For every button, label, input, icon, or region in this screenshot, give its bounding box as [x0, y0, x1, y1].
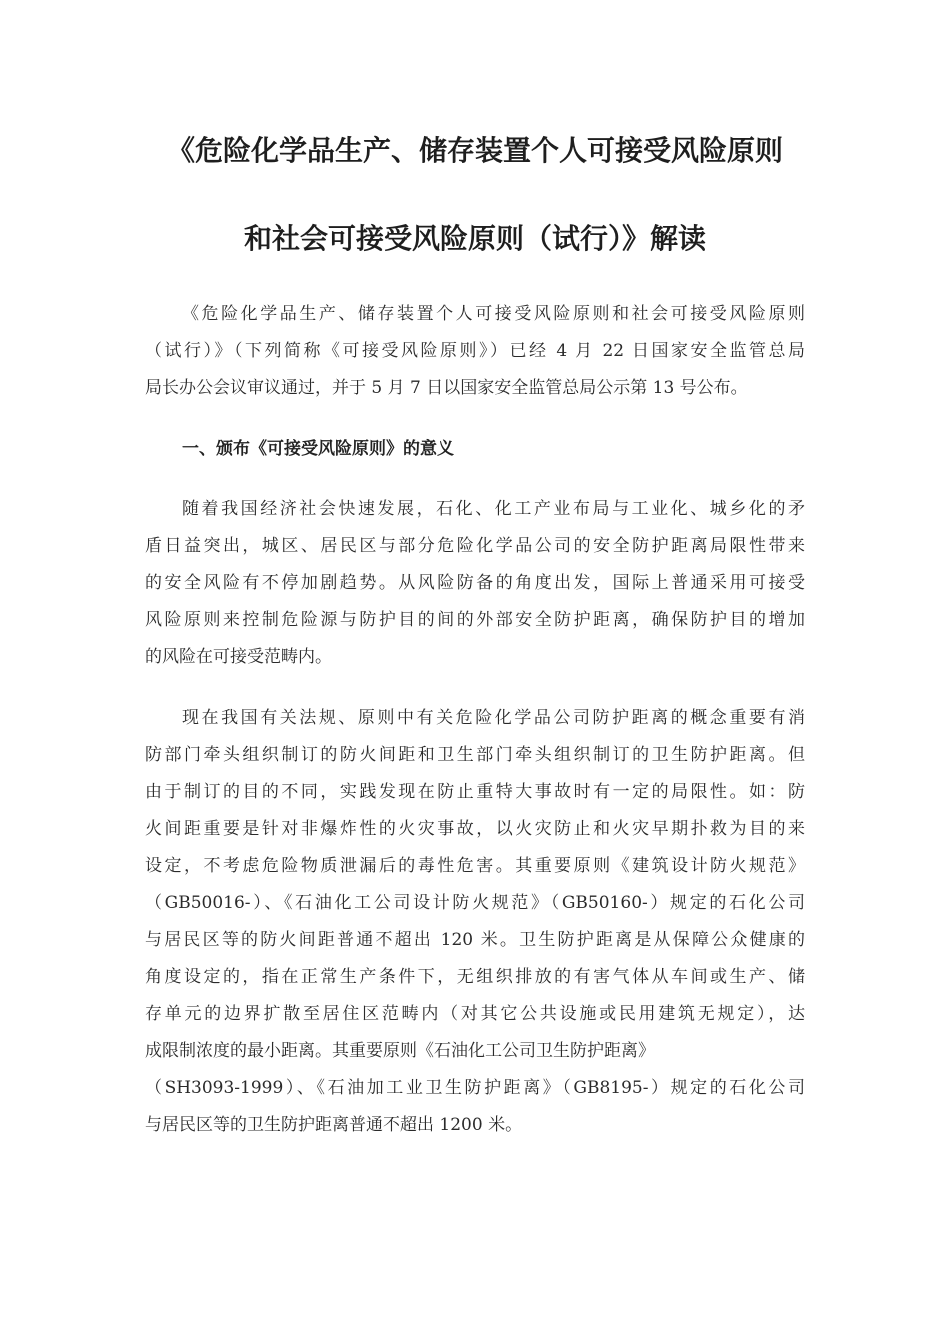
paragraph-line: 《危险化学品生产、储存装置个人可接受风险原则和社会可接受风险原则	[182, 304, 805, 324]
paragraph-line: 与居民区等的防火间距普通不超出 120 米。卫生防护距离是从保障公众健康的	[145, 930, 805, 950]
paragraph-line: 随着我国经济社会快速发展，石化、化工产业布局与工业化、城乡化的矛	[182, 499, 805, 519]
section-heading: 一、颁布《可接受风险原则》的意义	[182, 439, 454, 459]
paragraph-line: 成限制浓度的最小距离。其重要原则《石油化工公司卫生防护距离》	[145, 1041, 655, 1061]
paragraph-line: 风险原则来控制危险源与防护目的间的外部安全防护距离，确保防护目的增加	[145, 610, 805, 630]
paragraph-line: 的安全风险有不停加剧趋势。从风险防备的角度出发，国际上普通采用可接受	[145, 573, 805, 593]
paragraph-line: 存单元的边界扩散至居住区范畴内（对其它公共设施或民用建筑无规定），达	[145, 1004, 805, 1024]
paragraph-line: （GB50016-）、《石油化工公司设计防火规范》（GB50160-）规定的石化公司	[145, 893, 805, 913]
paragraph-line: 局长办公会议审议通过，并于 5 月 7 日以国家安全监管总局公示第 13 号公布。	[145, 378, 748, 398]
document-title-line-1: 《危险化学品生产、储存装置个人可接受风险原则	[166, 134, 783, 167]
paragraph-line: 火间距重要是针对非爆炸性的火灾事故，以火灾防止和火灾早期扑救为目的来	[145, 819, 805, 839]
paragraph-line: （SH3093-1999）、《石油加工业卫生防护距离》（GB8195-）规定的石化公司	[145, 1078, 805, 1098]
paragraph-line: （试行）》（下列简称《可接受风险原则》）已经 4 月 22 日国家安全监管总局	[145, 341, 805, 361]
paragraph-line: 现在我国有关法规、原则中有关危险化学品公司防护距离的概念重要有消	[182, 708, 805, 728]
paragraph-line: 防部门牵头组织制订的防火间距和卫生部门牵头组织制订的卫生防护距离。但	[145, 745, 805, 765]
paragraph-intro	[145, 296, 805, 407]
paragraph-line: 由于制订的目的不同，实践发现在防止重特大事故时有一定的局限性。如：防	[145, 782, 805, 802]
paragraph-line: 设定，不考虑危险物质泄漏后的毒性危害。其重要原则《建筑设计防火规范》	[145, 856, 805, 876]
paragraph-line: 的风险在可接受范畴内。	[145, 647, 332, 667]
paragraph-line: 盾日益突出，城区、居民区与部分危险化学品公司的安全防护距离局限性带来	[145, 536, 805, 556]
document-title-line-2: 和社会可接受风险原则（试行）》解读	[243, 222, 706, 255]
paragraph-line: 与居民区等的卫生防护距离普通不超出 1200 米。	[145, 1115, 523, 1135]
paragraph-significance	[145, 491, 805, 676]
paragraph-current-standards	[145, 700, 805, 1144]
paragraph-line: 角度设定的，指在正常生产条件下，无组织排放的有害气体从车间或生产、储	[145, 967, 805, 987]
